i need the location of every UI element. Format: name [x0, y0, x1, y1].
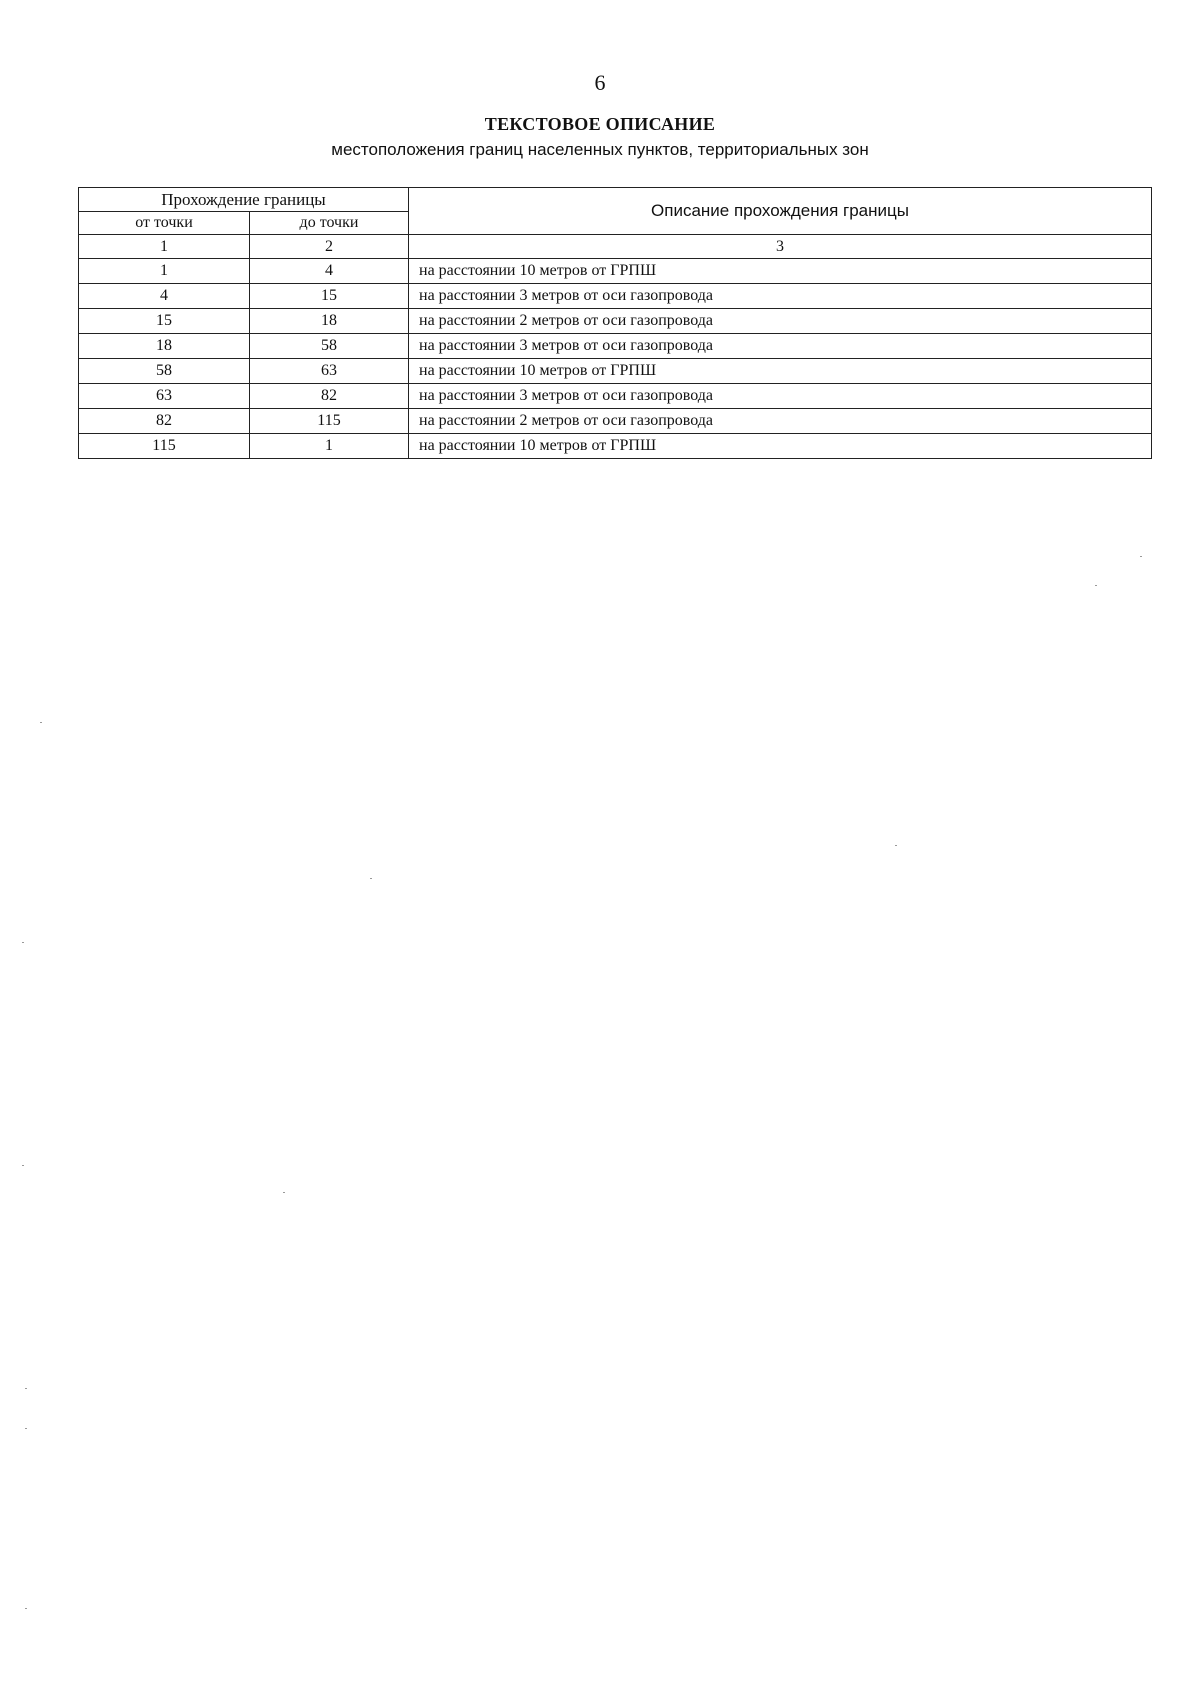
- cell-from: 15: [79, 309, 250, 334]
- boundary-description-table: [78, 187, 1152, 459]
- cell-description: на расстоянии 10 метров от ГРПШ: [409, 359, 1152, 384]
- scan-speck: [1095, 585, 1097, 586]
- cell-to: 58: [250, 334, 409, 359]
- scan-speck: [22, 1165, 24, 1166]
- scan-speck: [25, 1608, 27, 1609]
- cell-description: на расстоянии 3 метров от оси газопровода: [409, 384, 1152, 409]
- column-number: 3: [409, 235, 1152, 259]
- scan-speck: [22, 942, 24, 943]
- cell-from: 82: [79, 409, 250, 434]
- cell-from: 58: [79, 359, 250, 384]
- scan-speck: [25, 1428, 27, 1429]
- cell-description: на расстоянии 2 метров от оси газопровода: [409, 409, 1152, 434]
- table-row: [79, 434, 1152, 459]
- table-row: [79, 384, 1152, 409]
- column-number-row: [79, 235, 1152, 259]
- cell-from: 115: [79, 434, 250, 459]
- scan-speck: [283, 1192, 285, 1193]
- document-title: ТЕКСТОВОЕ ОПИСАНИЕ: [484, 114, 716, 134]
- scan-speck: [40, 722, 42, 723]
- cell-to: 63: [250, 359, 409, 384]
- cell-from: 1: [79, 259, 250, 284]
- cell-description: на расстоянии 10 метров от ГРПШ: [409, 434, 1152, 459]
- cell-from: 4: [79, 284, 250, 309]
- scan-speck: [370, 878, 372, 879]
- table-row: [79, 259, 1152, 284]
- header-boundary-passage: Прохождение границы: [79, 188, 409, 212]
- cell-to: 15: [250, 284, 409, 309]
- cell-to: 4: [250, 259, 409, 284]
- cell-to: 18: [250, 309, 409, 334]
- header-description: Описание прохождения границы: [409, 188, 1152, 235]
- column-number: 1: [79, 235, 250, 259]
- document-subtitle: местоположения границ населенных пунктов, территориальных зон: [331, 140, 869, 159]
- cell-description: на расстоянии 3 метров от оси газопровода: [409, 334, 1152, 359]
- table-row: [79, 409, 1152, 434]
- column-number: 2: [250, 235, 409, 259]
- table-row: [79, 334, 1152, 359]
- cell-description: на расстоянии 2 метров от оси газопровода: [409, 309, 1152, 334]
- cell-description: на расстоянии 3 метров от оси газопровода: [409, 284, 1152, 309]
- table-header-row: [79, 188, 1152, 212]
- cell-to: 115: [250, 409, 409, 434]
- cell-to: 82: [250, 384, 409, 409]
- scan-speck: [1140, 556, 1142, 557]
- table-row: [79, 284, 1152, 309]
- cell-from: 63: [79, 384, 250, 409]
- table-row: [79, 359, 1152, 384]
- scan-speck: [25, 1388, 27, 1389]
- header-to-point: до точки: [250, 212, 409, 235]
- cell-to: 1: [250, 434, 409, 459]
- table-row: [79, 309, 1152, 334]
- page-number: 6: [594, 70, 606, 95]
- header-from-point: от точки: [79, 212, 250, 235]
- cell-from: 18: [79, 334, 250, 359]
- cell-description: на расстоянии 10 метров от ГРПШ: [409, 259, 1152, 284]
- scan-speck: [895, 845, 897, 846]
